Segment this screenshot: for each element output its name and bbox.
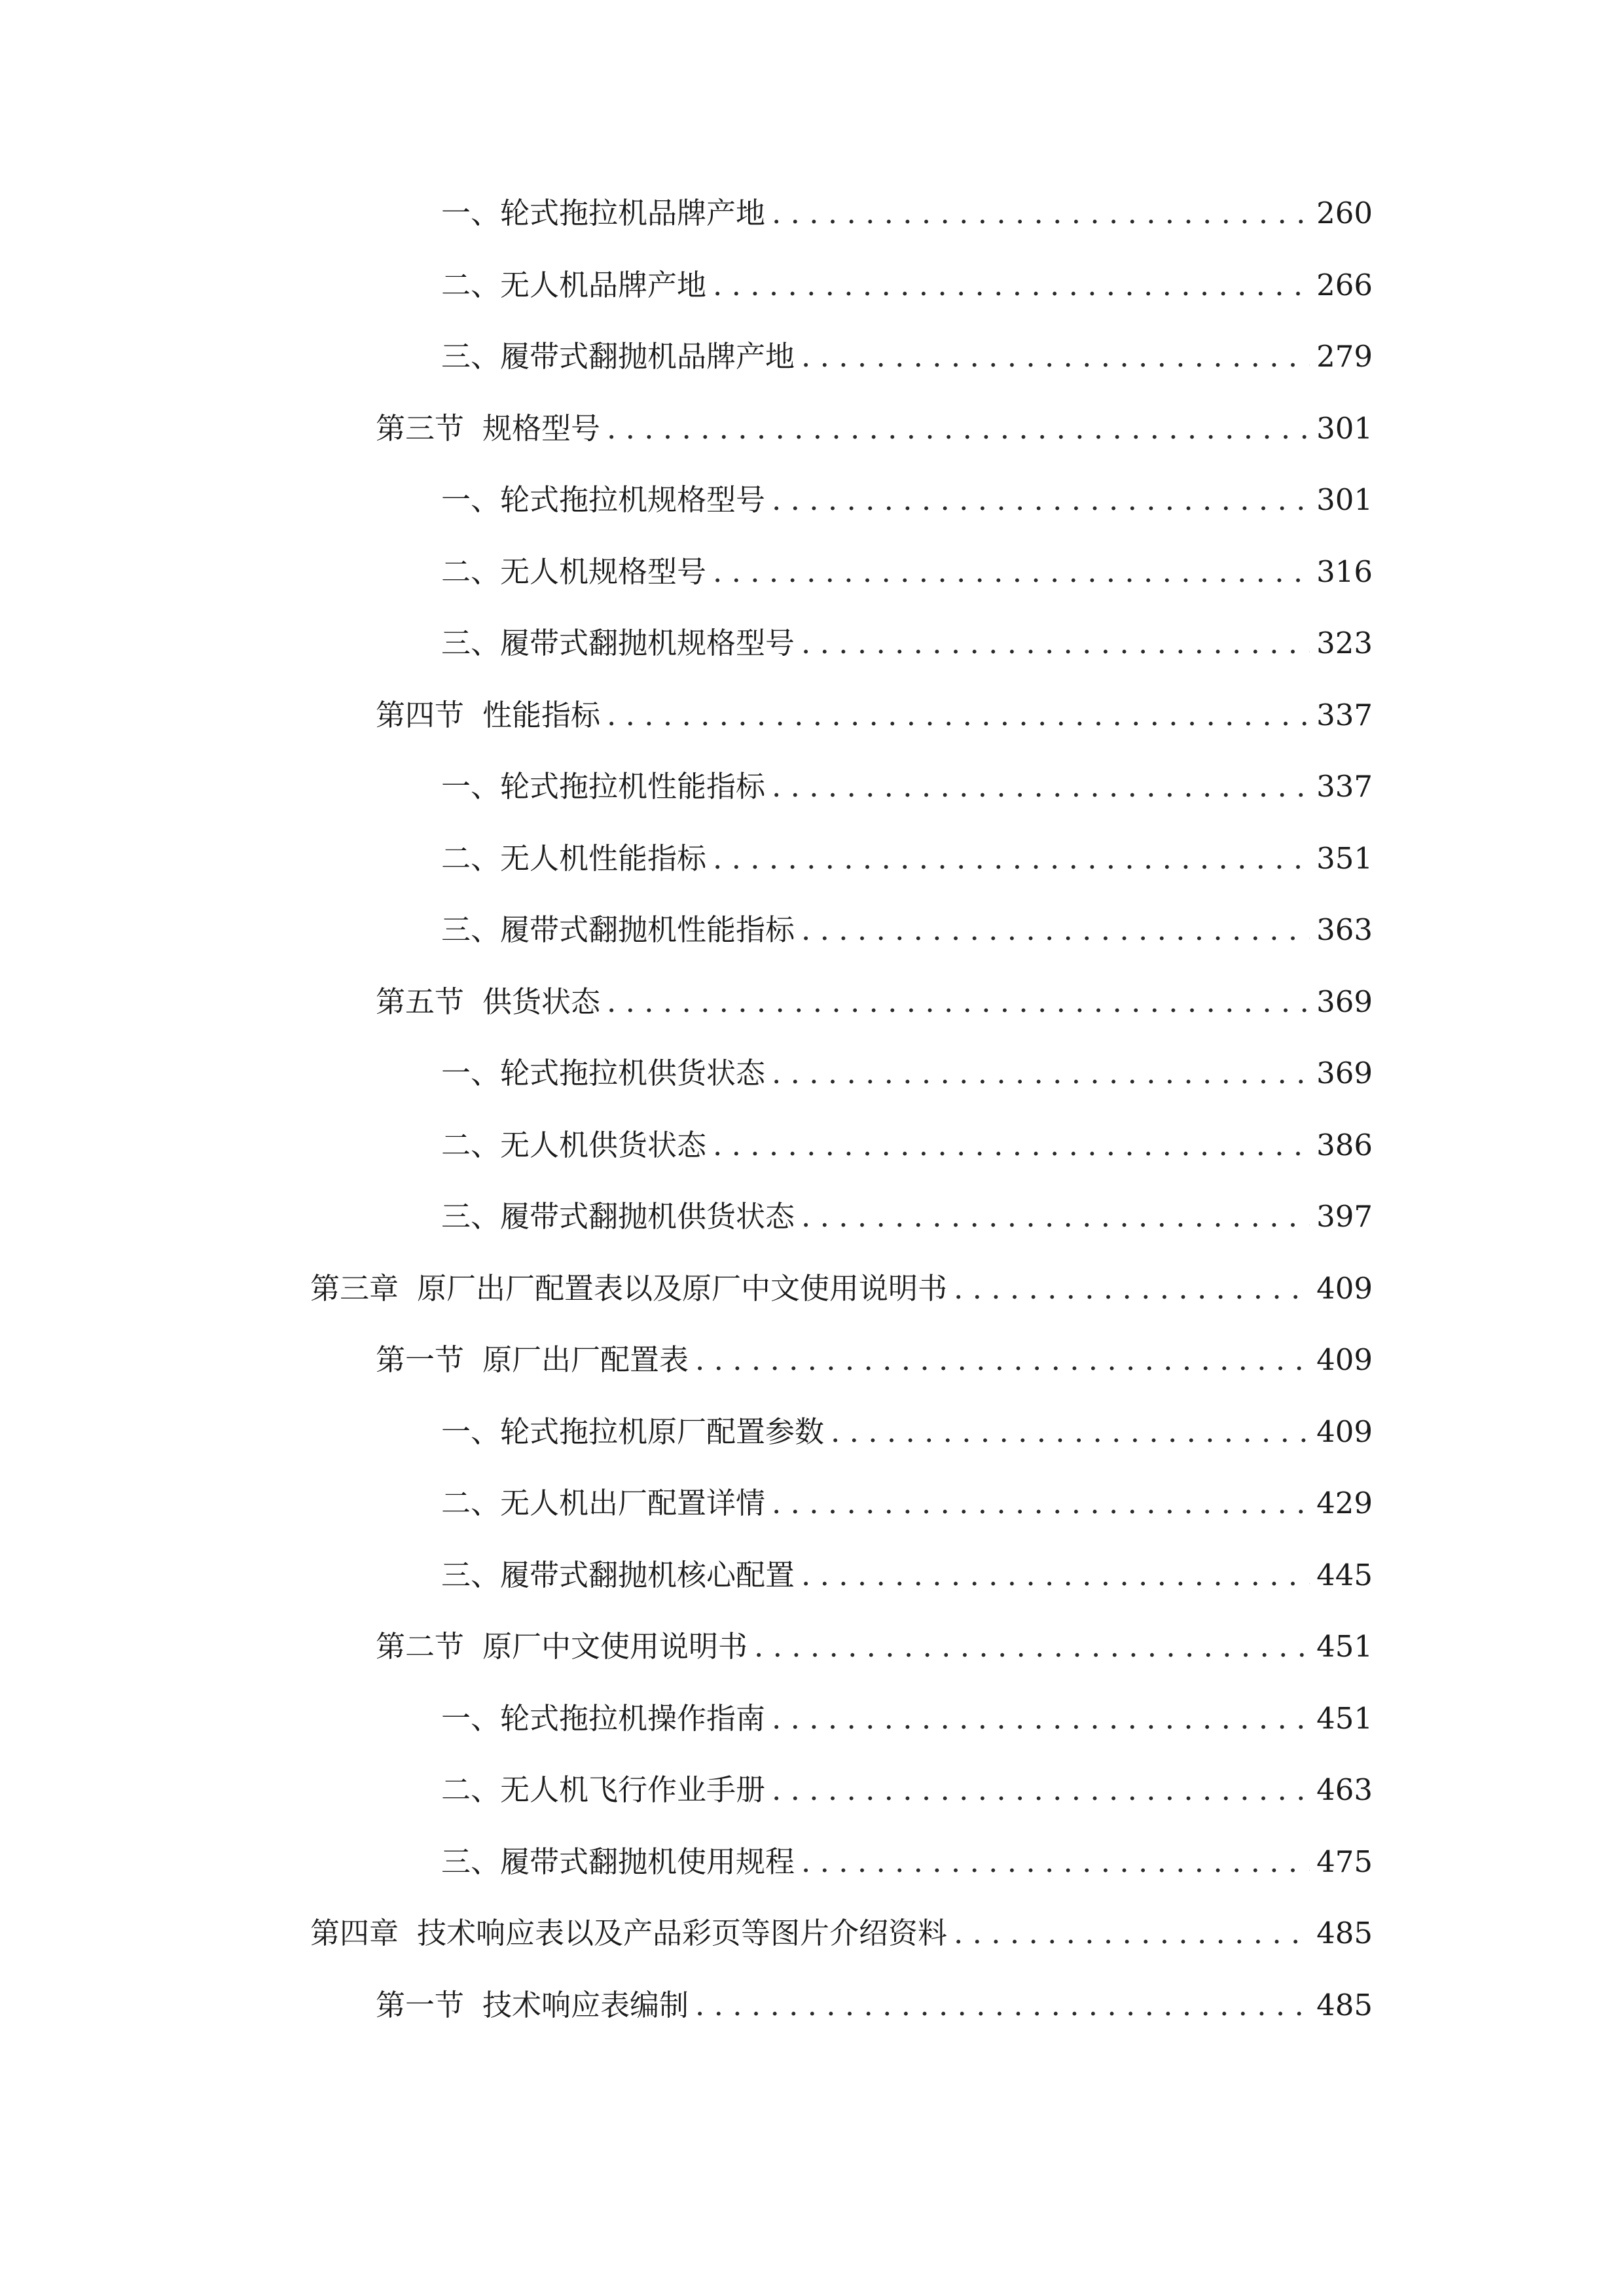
toc-entry-number: 一、: [441, 1414, 501, 1449]
toc-entry-line: [441, 1197, 1373, 1236]
toc-entry-page-number: 301: [1316, 482, 1373, 517]
toc-dot-leader: [772, 194, 1310, 233]
toc-entry[interactable]: [0, 1914, 1624, 1986]
toc-entry-number: 一、: [441, 769, 501, 804]
toc-dot-leader: [954, 1914, 1310, 1953]
toc-entry-title: 履带式翻抛机品牌产地: [500, 339, 795, 374]
toc-entry-page-number: 475: [1316, 1844, 1373, 1879]
toc-entry-line: [441, 1054, 1373, 1093]
toc-entry[interactable]: [0, 1842, 1624, 1914]
toc-dot-leader: [801, 624, 1310, 663]
toc-dot-leader: [695, 1986, 1310, 2025]
toc-dot-leader: [607, 696, 1310, 735]
toc-entry-line: [441, 1484, 1373, 1523]
toc-entry-title: 供货状态: [482, 984, 601, 1019]
toc-dot-leader: [801, 1197, 1310, 1236]
toc-entry[interactable]: [0, 982, 1624, 1054]
toc-entry-line: [310, 1269, 1373, 1308]
toc-entry-number: 三、: [441, 1844, 501, 1879]
toc-entry-line: [376, 982, 1373, 1022]
toc-entry-page-number: 369: [1316, 984, 1373, 1019]
toc-entry[interactable]: [0, 1770, 1624, 1842]
toc-entry-number: 第一节: [376, 1987, 465, 2022]
toc-entry-line: [310, 1914, 1373, 1953]
toc-entry-number: 三、: [441, 339, 501, 374]
toc-entry[interactable]: [0, 767, 1624, 839]
toc-entry-number: 二、: [441, 1127, 501, 1162]
toc-entry-line: [441, 480, 1373, 520]
toc-entry-line: [441, 266, 1373, 305]
toc-entry-number: 第四节: [376, 697, 465, 732]
toc-entry-page-number: 260: [1316, 196, 1373, 230]
toc-entry-number: 第三节: [376, 410, 465, 446]
toc-entry-title: 无人机品牌产地: [500, 267, 707, 302]
toc-dot-leader: [713, 552, 1310, 592]
toc-entry[interactable]: [0, 839, 1624, 911]
toc-entry[interactable]: [0, 1269, 1624, 1341]
toc-entry-number: 一、: [441, 1700, 501, 1736]
toc-dot-leader: [713, 266, 1310, 305]
toc-entry[interactable]: [0, 1126, 1624, 1198]
toc-entry-number: 二、: [441, 554, 501, 589]
toc-entry-line: [441, 1770, 1373, 1810]
toc-entry-page-number: 463: [1316, 1772, 1373, 1807]
toc-entry-title: 规格型号: [482, 410, 601, 446]
toc-dot-leader: [801, 1556, 1310, 1595]
toc-entry-page-number: 301: [1316, 410, 1373, 446]
toc-entry[interactable]: [0, 1556, 1624, 1628]
toc-entry-number: 一、: [441, 1056, 501, 1090]
toc-entry-title: 原厂中文使用说明书: [482, 1629, 748, 1664]
toc-entry[interactable]: [0, 552, 1624, 624]
toc-entry-title: 轮式拖拉机性能指标: [500, 769, 766, 804]
toc-entry[interactable]: [0, 910, 1624, 982]
toc-entry-line: [441, 839, 1373, 878]
toc-entry-page-number: 409: [1316, 1342, 1373, 1377]
toc-entry-line: [441, 910, 1373, 950]
toc-entry-number: 三、: [441, 1199, 501, 1234]
toc-entry[interactable]: [0, 696, 1624, 768]
toc-entry[interactable]: [0, 1699, 1624, 1771]
toc-entry[interactable]: [0, 266, 1624, 338]
toc-entry-title: 原厂出厂配置表: [482, 1342, 689, 1377]
toc-entry-page-number: 337: [1316, 697, 1373, 732]
toc-entry-page-number: 337: [1316, 769, 1373, 804]
toc-entry-line: [441, 1842, 1373, 1882]
toc-dot-leader: [772, 1699, 1310, 1738]
toc-entry-page-number: 409: [1316, 1414, 1373, 1449]
toc-dot-leader: [713, 839, 1310, 878]
toc-entry-title: 轮式拖拉机规格型号: [500, 482, 766, 517]
toc-dot-leader: [772, 480, 1310, 520]
toc-entry-number: 二、: [441, 267, 501, 302]
toc-entry-page-number: 386: [1316, 1127, 1373, 1162]
toc-entry-page-number: 451: [1316, 1629, 1373, 1664]
toc-entry-number: 三、: [441, 912, 501, 947]
toc-entry-page-number: 369: [1316, 1056, 1373, 1090]
toc-entry-title: 轮式拖拉机品牌产地: [500, 196, 766, 230]
toc-entry-line: [441, 194, 1373, 233]
toc-dot-leader: [772, 1054, 1310, 1093]
toc-entry-title: 轮式拖拉机操作指南: [500, 1700, 766, 1736]
toc-dot-leader: [801, 1842, 1310, 1882]
toc-dot-leader: [801, 337, 1310, 376]
toc-dot-leader: [695, 1340, 1310, 1380]
toc-entry-title: 技术响应表编制: [482, 1987, 689, 2022]
toc-entry[interactable]: [0, 337, 1624, 409]
toc-entry-line: [441, 767, 1373, 806]
toc-entry-number: 三、: [441, 626, 501, 660]
toc-entry-title: 轮式拖拉机供货状态: [500, 1056, 766, 1090]
toc-entry-title: 无人机规格型号: [500, 554, 707, 589]
toc-entry-title: 性能指标: [482, 697, 601, 732]
toc-entry[interactable]: [0, 480, 1624, 552]
toc-dot-leader: [801, 910, 1310, 950]
toc-entry[interactable]: [0, 1986, 1624, 2058]
toc-entry-number: 二、: [441, 1486, 501, 1520]
toc-entry-page-number: 266: [1316, 267, 1373, 302]
toc-entry-line: [441, 337, 1373, 376]
toc-entry-title: 轮式拖拉机原厂配置参数: [500, 1414, 825, 1449]
toc-dot-leader: [772, 1770, 1310, 1810]
toc-entry-number: 第四章: [310, 1916, 399, 1950]
toc-entry-title: 履带式翻抛机规格型号: [500, 626, 795, 660]
toc-entry-line: [376, 1340, 1373, 1380]
toc-entry-line: [376, 1986, 1373, 2025]
toc-entry-page-number: 451: [1316, 1700, 1373, 1736]
toc-entry-page-number: 323: [1316, 626, 1373, 660]
toc-entry-line: [441, 1412, 1373, 1452]
toc-entry-number: 一、: [441, 482, 501, 517]
toc-entry-number: 第一节: [376, 1342, 465, 1377]
toc-dot-leader: [607, 982, 1310, 1022]
toc-dot-leader: [754, 1627, 1310, 1666]
toc-dot-leader: [772, 1484, 1310, 1523]
toc-entry-number: 二、: [441, 1772, 501, 1807]
toc-entry-title: 履带式翻抛机性能指标: [500, 912, 795, 947]
toc-dot-leader: [831, 1412, 1310, 1452]
toc-entry-title: 履带式翻抛机核心配置: [500, 1557, 795, 1592]
toc-entry-page-number: 316: [1316, 554, 1373, 589]
toc-entry-number: 三、: [441, 1557, 501, 1592]
toc-entry-page-number: 363: [1316, 912, 1373, 947]
toc-entry-title: 履带式翻抛机使用规程: [500, 1844, 795, 1879]
toc-entry-line: [376, 1627, 1373, 1666]
toc-entry-page-number: 279: [1316, 339, 1373, 374]
toc-entry[interactable]: [0, 1054, 1624, 1126]
toc-entry-page-number: 485: [1316, 1916, 1373, 1950]
toc-entry-line: [376, 696, 1373, 735]
toc-entry-line: [441, 552, 1373, 592]
toc-entry-page-number: 397: [1316, 1199, 1373, 1234]
toc-entry-title: 无人机供货状态: [500, 1127, 707, 1162]
toc-entry-page-number: 445: [1316, 1557, 1373, 1592]
toc-entry-title: 技术响应表以及产品彩页等图片介绍资料: [417, 1916, 948, 1950]
toc-dot-leader: [954, 1269, 1310, 1308]
toc-entry-line: [441, 1556, 1373, 1595]
toc-entry-title: 无人机出厂配置详情: [500, 1486, 766, 1520]
toc-entry[interactable]: [0, 194, 1624, 266]
toc-entry[interactable]: [0, 409, 1624, 481]
toc-entry-line: [376, 409, 1373, 448]
toc-dot-leader: [713, 1126, 1310, 1165]
toc-entry-title: 无人机飞行作业手册: [500, 1772, 766, 1807]
toc-entry-title: 原厂出厂配置表以及原厂中文使用说明书: [417, 1270, 948, 1306]
toc-entry[interactable]: [0, 1197, 1624, 1269]
toc-entry-page-number: 429: [1316, 1486, 1373, 1520]
toc-entry[interactable]: [0, 1340, 1624, 1412]
toc-entry[interactable]: [0, 1484, 1624, 1556]
toc-entry-number: 第五节: [376, 984, 465, 1019]
toc-entry-number: 第三章: [310, 1270, 399, 1306]
toc-entry-line: [441, 624, 1373, 663]
toc-entry-page-number: 409: [1316, 1270, 1373, 1306]
table-of-contents: [0, 194, 1624, 2057]
toc-entry-line: [441, 1126, 1373, 1165]
toc-entry-number: 二、: [441, 840, 501, 876]
toc-entry-page-number: 351: [1316, 840, 1373, 876]
toc-dot-leader: [772, 767, 1310, 806]
toc-entry-line: [441, 1699, 1373, 1738]
toc-entry[interactable]: [0, 624, 1624, 696]
toc-entry-number: 第二节: [376, 1629, 465, 1664]
toc-dot-leader: [607, 409, 1310, 448]
toc-entry-page-number: 485: [1316, 1987, 1373, 2022]
toc-entry-number: 一、: [441, 196, 501, 230]
toc-entry[interactable]: [0, 1412, 1624, 1484]
toc-entry-title: 无人机性能指标: [500, 840, 707, 876]
toc-entry[interactable]: [0, 1627, 1624, 1699]
toc-entry-title: 履带式翻抛机供货状态: [500, 1199, 795, 1234]
